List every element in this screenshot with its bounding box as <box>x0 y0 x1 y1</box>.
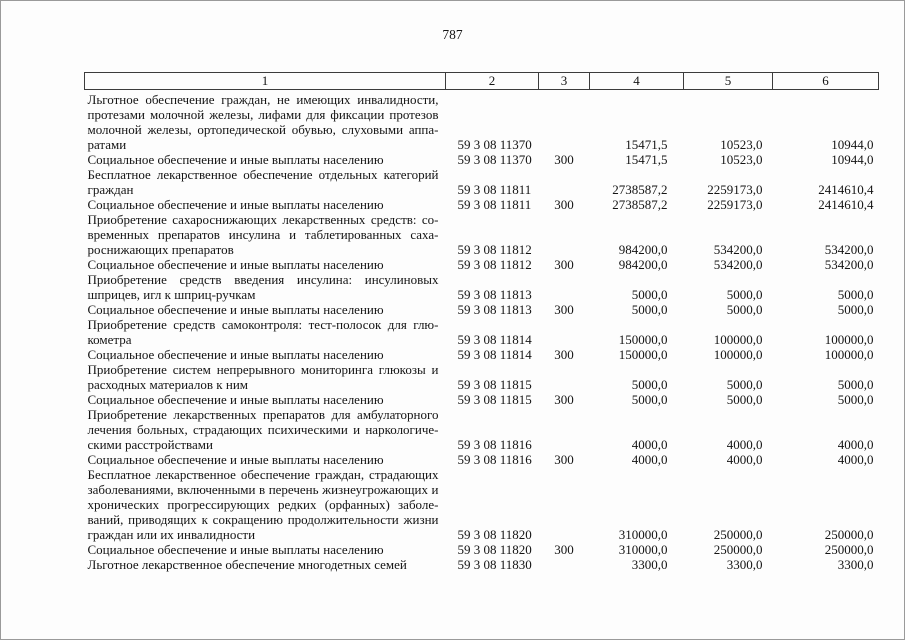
cell-description: Социальное обеспечение и иные выплаты населению <box>87 542 384 557</box>
cell-description: Социальное обеспечение и иные выплаты населению <box>87 257 384 272</box>
cell-description: Социальное обеспечение и иные выплаты населению <box>87 392 384 407</box>
cell-amount-2: 3300,0 <box>726 557 763 572</box>
cell-description: Бесплатное лекарственное обеспечение отдельных категорий граждан <box>87 167 439 197</box>
table-row <box>85 392 879 407</box>
cell-amount-2: 4000,0 <box>726 437 763 452</box>
cell-amount-2: 534200,0 <box>713 257 763 272</box>
table-row <box>85 272 879 302</box>
table-row <box>85 452 879 467</box>
cell-expense-type <box>539 467 590 542</box>
cell-expense-type: 300 <box>554 452 574 467</box>
cell-amount-1: 5000,0 <box>631 377 668 392</box>
column-header-6: 6 <box>773 73 879 90</box>
cell-description: Социальное обеспечение и иные выплаты населению <box>87 152 384 167</box>
table-row <box>85 212 879 257</box>
cell-amount-1: 5000,0 <box>631 392 668 407</box>
cell-amount-2: 250000,0 <box>713 527 763 542</box>
cell-amount-2: 5000,0 <box>726 302 763 317</box>
cell-amount-1: 150000,0 <box>618 332 668 347</box>
cell-amount-3: 5000,0 <box>837 377 874 392</box>
cell-amount-3: 534200,0 <box>824 242 874 257</box>
cell-amount-3: 3300,0 <box>837 557 874 572</box>
cell-code: 59 3 08 11815 <box>457 392 532 407</box>
cell-expense-type <box>539 557 590 572</box>
cell-amount-2: 10523,0 <box>720 152 763 167</box>
table-header <box>85 73 879 90</box>
column-header-3: 3 <box>539 73 590 90</box>
cell-code: 59 3 08 11820 <box>457 542 532 557</box>
table-row <box>85 90 879 153</box>
cell-amount-3: 5000,0 <box>837 392 874 407</box>
cell-amount-3: 2414610,4 <box>818 182 874 197</box>
cell-expense-type: 300 <box>554 197 574 212</box>
cell-expense-type <box>539 407 590 452</box>
cell-description: Приобретение сахароснижающих лекарственных средств: современных препаратов инсулина и таблетированных сахароснижающих препаратов <box>87 212 439 257</box>
cell-code: 59 3 08 11816 <box>457 452 532 467</box>
cell-amount-3: 250000,0 <box>824 527 874 542</box>
cell-amount-2: 5000,0 <box>726 377 763 392</box>
cell-description: Социальное обеспечение и иные выплаты населению <box>87 197 384 212</box>
cell-code: 59 3 08 11814 <box>457 347 532 362</box>
cell-amount-1: 5000,0 <box>631 302 668 317</box>
column-header-2: 2 <box>446 73 539 90</box>
cell-expense-type <box>539 212 590 257</box>
cell-expense-type: 300 <box>554 152 574 167</box>
table-body <box>85 90 879 573</box>
table-row <box>85 257 879 272</box>
cell-amount-2: 4000,0 <box>726 452 763 467</box>
cell-description: Бесплатное лекарственное обеспечение граждан, страдающих заболеваниями, включенными в перечень жизнеугрожающих и хронических прогрессирующих редких (орфанных) заболеваний, приводящих к сокращению продолжительности жизни граждан или их инвалидности <box>87 467 439 542</box>
cell-expense-type: 300 <box>554 392 574 407</box>
cell-expense-type: 300 <box>554 542 574 557</box>
cell-amount-2: 2259173,0 <box>707 197 763 212</box>
cell-code: 59 3 08 11820 <box>457 527 532 542</box>
cell-expense-type: 300 <box>554 302 574 317</box>
budget-table <box>84 72 879 572</box>
page-number: 787 <box>442 27 463 42</box>
table-row <box>85 317 879 347</box>
cell-amount-3: 2414610,4 <box>818 197 874 212</box>
table-header-row <box>85 73 879 90</box>
cell-amount-1: 150000,0 <box>618 347 668 362</box>
cell-description: Социальное обеспечение и иные выплаты населению <box>87 452 384 467</box>
cell-code: 59 3 08 11370 <box>457 137 532 152</box>
table-row <box>85 407 879 452</box>
cell-amount-1: 310000,0 <box>618 542 668 557</box>
cell-code: 59 3 08 11816 <box>457 437 532 452</box>
cell-amount-1: 4000,0 <box>631 452 668 467</box>
table-row <box>85 197 879 212</box>
cell-amount-1: 4000,0 <box>631 437 668 452</box>
cell-amount-3: 100000,0 <box>824 347 874 362</box>
cell-amount-3: 4000,0 <box>837 452 874 467</box>
cell-code: 59 3 08 11814 <box>457 332 532 347</box>
cell-amount-2: 100000,0 <box>713 332 763 347</box>
table-row <box>85 167 879 197</box>
cell-code: 59 3 08 11811 <box>457 182 532 197</box>
cell-amount-3: 10944,0 <box>831 137 874 152</box>
cell-code: 59 3 08 11370 <box>457 152 532 167</box>
cell-amount-1: 2738587,2 <box>612 197 668 212</box>
cell-amount-1: 15471,5 <box>625 152 668 167</box>
cell-code: 59 3 08 11830 <box>457 557 532 572</box>
cell-description: Социальное обеспечение и иные выплаты населению <box>87 302 384 317</box>
cell-description: Социальное обеспечение и иные выплаты населению <box>87 347 384 362</box>
cell-amount-2: 10523,0 <box>720 137 763 152</box>
cell-code: 59 3 08 11815 <box>457 377 532 392</box>
cell-expense-type <box>539 362 590 392</box>
table-row <box>85 302 879 317</box>
cell-amount-2: 250000,0 <box>713 542 763 557</box>
table-row <box>85 347 879 362</box>
cell-amount-1: 2738587,2 <box>612 182 668 197</box>
cell-expense-type: 300 <box>554 257 574 272</box>
table-row <box>85 557 879 572</box>
cell-amount-1: 310000,0 <box>618 527 668 542</box>
cell-expense-type <box>539 167 590 197</box>
cell-amount-1: 984200,0 <box>618 257 668 272</box>
cell-amount-2: 534200,0 <box>713 242 763 257</box>
cell-description: Приобретение лекарственных препаратов для амбулаторного лечения больных, страдающих психическими и наркологическими расстройствами <box>87 407 439 452</box>
cell-amount-3: 534200,0 <box>824 257 874 272</box>
cell-amount-3: 10944,0 <box>831 152 874 167</box>
cell-amount-3: 250000,0 <box>824 542 874 557</box>
cell-description: Льготное лекарственное обеспечение многодетных семей <box>87 557 407 572</box>
cell-description: Приобретение средств введения инсулина: инсулиновых шприцев, игл к шприц-ручкам <box>87 272 439 302</box>
cell-amount-3: 5000,0 <box>837 287 874 302</box>
cell-code: 59 3 08 11813 <box>457 302 532 317</box>
cell-amount-3: 4000,0 <box>837 437 874 452</box>
cell-amount-1: 984200,0 <box>618 242 668 257</box>
table-row <box>85 362 879 392</box>
column-header-1: 1 <box>85 73 446 90</box>
cell-expense-type: 300 <box>554 347 574 362</box>
cell-amount-2: 100000,0 <box>713 347 763 362</box>
cell-expense-type <box>539 272 590 302</box>
table-row <box>85 542 879 557</box>
cell-amount-1: 5000,0 <box>631 287 668 302</box>
cell-code: 59 3 08 11813 <box>457 287 532 302</box>
cell-amount-2: 5000,0 <box>726 287 763 302</box>
cell-description: Льготное обеспечение граждан, не имеющих инвалидности, протезами молочной железы, лифами для фиксации протезов молочной железы, ортопедической обувью, слуховыми аппаратами <box>87 92 439 152</box>
column-header-4: 4 <box>590 73 684 90</box>
cell-code: 59 3 08 11812 <box>457 257 532 272</box>
cell-description: Приобретение средств самоконтроля: тест-полосок для глюкометра <box>87 317 439 347</box>
cell-description: Приобретение систем непрерывного мониторинга глюкозы и расходных материалов к ним <box>87 362 439 392</box>
cell-amount-2: 5000,0 <box>726 392 763 407</box>
cell-amount-1: 3300,0 <box>631 557 668 572</box>
cell-amount-1: 15471,5 <box>625 137 668 152</box>
cell-amount-3: 5000,0 <box>837 302 874 317</box>
column-header-5: 5 <box>684 73 773 90</box>
cell-amount-2: 2259173,0 <box>707 182 763 197</box>
cell-code: 59 3 08 11811 <box>457 197 532 212</box>
table-row <box>85 467 879 542</box>
cell-code: 59 3 08 11812 <box>457 242 532 257</box>
cell-amount-3: 100000,0 <box>824 332 874 347</box>
cell-expense-type <box>539 90 590 153</box>
cell-expense-type <box>539 317 590 347</box>
table-row <box>85 152 879 167</box>
